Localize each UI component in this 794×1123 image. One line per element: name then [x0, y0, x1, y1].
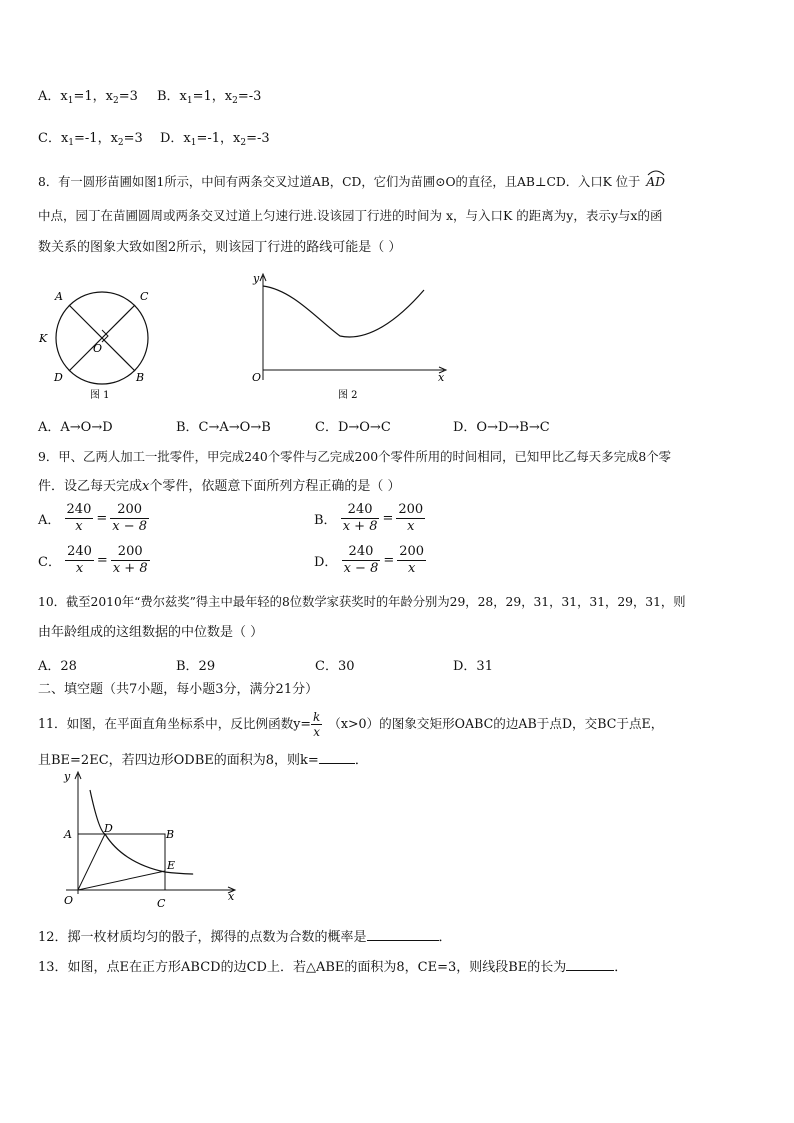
- q10-option-a: A．28: [38, 659, 77, 674]
- q11-label-o: O: [64, 894, 74, 907]
- fig1-label-k: K: [39, 332, 48, 345]
- arc-mark-icon: [646, 168, 666, 176]
- q11-label-b: B: [166, 828, 175, 841]
- q8-figure-2: [248, 270, 458, 402]
- q11-answer-blank[interactable]: [319, 751, 355, 764]
- q9-option-c: C． $\frac{240}{x}$ = $\frac{200}{x + 8}$: [38, 544, 148, 576]
- q10-stem-line2: 由年龄组成的这组数据的中位数是（ ）: [38, 625, 264, 640]
- fig1-label-c: C: [140, 290, 149, 303]
- fig1-label-b: B: [136, 371, 145, 384]
- q9-stem-line2: 件．设乙每天完成x个零件，依题意下面所列方程正确的是（ ）: [38, 479, 401, 494]
- q11-figure: [56, 768, 246, 918]
- q9-option-a: A． $\frac{240}{x}$ = $\frac{200}{x - 8}$: [38, 502, 148, 534]
- fig1-caption: 图 1: [90, 390, 110, 401]
- q10-option-c: C．30: [315, 659, 355, 674]
- q11-label-a: A: [64, 828, 72, 841]
- q13-answer-blank[interactable]: [566, 958, 614, 971]
- fig1-label-a: A: [55, 290, 63, 303]
- q9-stem-line1: 9．甲、乙两人加工一批零件，甲完成240个零件与乙完成200个零件所用的时间相同，已知甲比乙每天多完成8个零: [38, 449, 672, 464]
- q12-answer-blank[interactable]: [367, 928, 439, 941]
- q10-option-d: D．31: [453, 659, 493, 674]
- q8-option-a: A．A→O→D: [38, 420, 113, 435]
- q7-option-a: A．$x_1=1$，$x_2=3$: [38, 89, 138, 106]
- q9-option-d: D． $\frac{240}{x - 8}$ = $\frac{200}{x}$: [314, 544, 425, 576]
- q11-label-x: x: [228, 890, 235, 903]
- q8-stem-line2: 中点，园丁在苗圃圆周或两条交叉过道上匀速行进.设该园丁行进的时间为 x，与入口K 的距离为y，表示y与x的函: [38, 208, 663, 223]
- q11-label-c: C: [157, 897, 166, 910]
- q11-stem-line1: 11．如图，在平面直角坐标系中，反比例函数y= $\frac{k}{x}$ （x>0）的图象交矩形OABC的边AB于点D，交BC于点E，: [38, 710, 664, 739]
- q8-option-b: B．C→A→O→B: [176, 420, 271, 435]
- q8-option-c: C．D→O→C: [315, 420, 391, 435]
- q8-stem-line1: 8．有一圆形苗圃如图1所示，中间有两条交叉过道AB，CD，它们为苗圃⊙O的直径，且AB⊥CD．入口K 位于 AD: [38, 174, 665, 190]
- fig2-label-o: O: [252, 371, 262, 384]
- q10-option-b: B．29: [176, 659, 216, 674]
- fig1-label-o: O: [93, 342, 103, 355]
- q11-stem-line2: 且BE=2EC，若四边形ODBE的面积为8，则k= ．: [38, 753, 368, 768]
- arc-ad-label: AD: [646, 174, 665, 190]
- fig1-label-d: D: [54, 371, 63, 384]
- fig2-caption: 图 2: [338, 390, 358, 401]
- q12-stem: 12．掷一枚材质均匀的骰子，掷得的点数为合数的概率是 ．: [38, 930, 452, 945]
- section-2-heading: 二、填空题（共7小题，每小题3分，满分21分）: [38, 682, 319, 697]
- q7-option-c: C．$x_1=-1$，$x_2=3$: [38, 131, 143, 148]
- segment-od: [78, 834, 105, 890]
- q11-label-e: E: [167, 859, 176, 872]
- q8-figure-1: [30, 282, 170, 402]
- q7-option-b: B．$x_1=1$，$x_2=-3$: [157, 89, 262, 106]
- segment-oe: [78, 871, 165, 890]
- q8-stem-line3: 数关系的图象大致如图2所示，则该园丁行进的路线可能是（ ）: [38, 240, 402, 255]
- q8-option-d: D．O→D→B→C: [453, 420, 550, 435]
- q11-label-y: y: [64, 770, 71, 783]
- q7-option-d: D．$x_1=-1$，$x_2=-3$: [160, 131, 270, 148]
- fig2-label-x: x: [438, 371, 445, 384]
- q10-stem-line1: 10．截至2010年“费尔兹奖”得主中最年轻的8位数学家获奖时的年龄分别为29，28，29，31，31，31，29，31，则: [38, 595, 686, 609]
- q11-label-d: D: [104, 822, 113, 835]
- q13-stem: 13．如图，点E在正方形ABCD的边CD上．若△ABE的面积为8，CE=3，则线段BE的长为 ．: [38, 960, 628, 975]
- fig2-curve: [263, 286, 424, 337]
- fig2-label-y: y: [253, 272, 260, 285]
- q9-option-b: B． $\frac{240}{x + 8}$ = $\frac{200}{x}$: [314, 502, 424, 534]
